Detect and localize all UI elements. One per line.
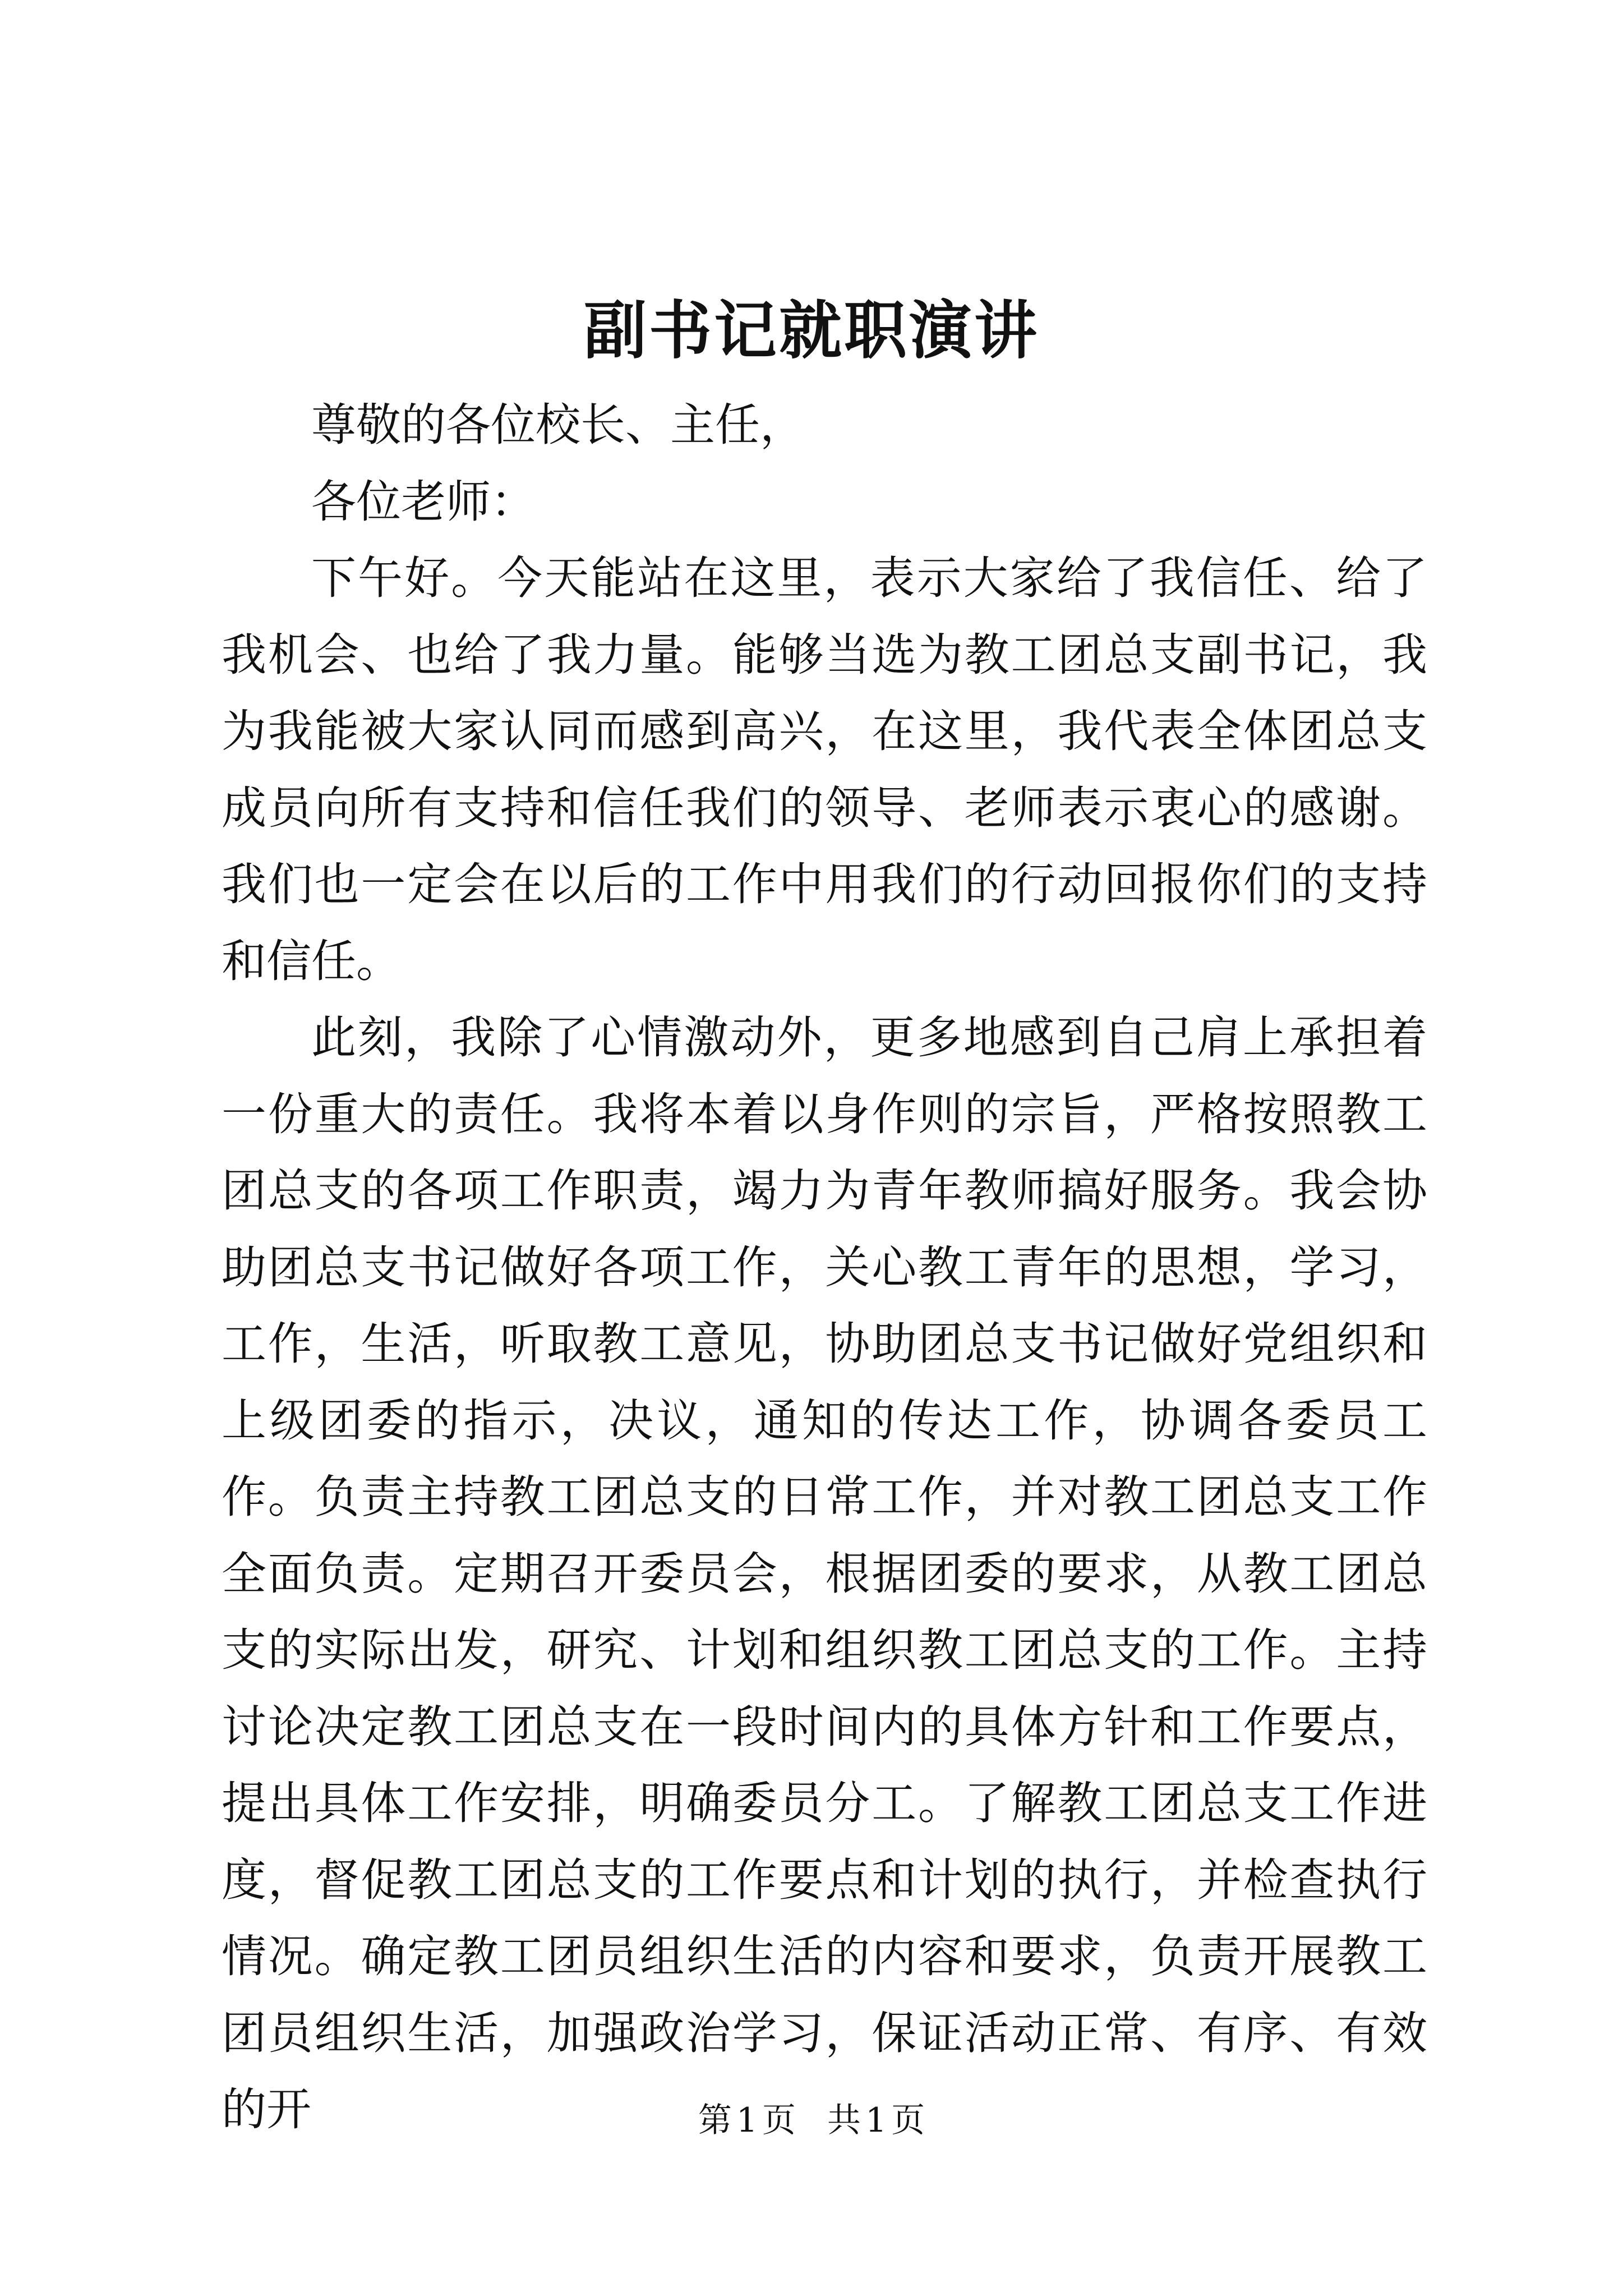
salutation-line-1: 尊敬的各位校长、主任， [311,399,805,451]
total-prefix: 共 [827,2101,861,2140]
document-body [222,387,1427,2148]
page-number: 1 [736,2101,758,2140]
document-title: 副书记就职演讲 [584,294,1039,367]
page-suffix: 页 [762,2101,796,2140]
salutation-line-2: 各位老师： [311,475,536,528]
page-prefix: 第 [698,2101,732,2140]
total-pages: 1 [865,2101,887,2140]
total-suffix: 页 [891,2101,925,2140]
page-footer [0,2098,1623,2143]
body-paragraph: 下午好。今天能站在这里，表示大家给了我信任、给了我机会、也给了我力量。能够当选为教工团总支副书记，我为我能被大家认同而感到高兴，在这里，我代表全体团总支成员向所有支持和信任我们的领导、老师表示衷心的感谢。我们也一定会在以后的工作中用我们的行动回报你们的支持和信任。 [222,552,1427,987]
body-paragraph: 此刻，我除了心情激动外，更多地感到自己肩上承担着一份重大的责任。我将本着以身作则的宗旨，严格按照教工团总支的各项工作职责，竭力为青年教师搞好服务。我会协助团总支书记做好各项工作，关心教工青年的思想，学习，工作，生活，听取教工意见，协助团总支书记做好党组织和上级团委的指示，决议，通知的传达工作，协调各委员工作。负责主持教工团总支的日常工作，并对教工团总支工作全面负责。定期召开委员会，根据团委的要求，从教工团总支的实际出发，研究、计划和组织教工团总支的工作。主持讨论决定教工团总支在一段时间内的具体方针和工作要点，提出具体工作安排，明确委员分工。了解教工团总支工作进度，督促教工团总支的工作要点和计划的执行，并检查执行情况。确定教工团员组织生活的内容和要求，负责开展教工团员组织生活，加强政治学习，保证活动正常、有序、有效的开 [222,1011,1427,2136]
